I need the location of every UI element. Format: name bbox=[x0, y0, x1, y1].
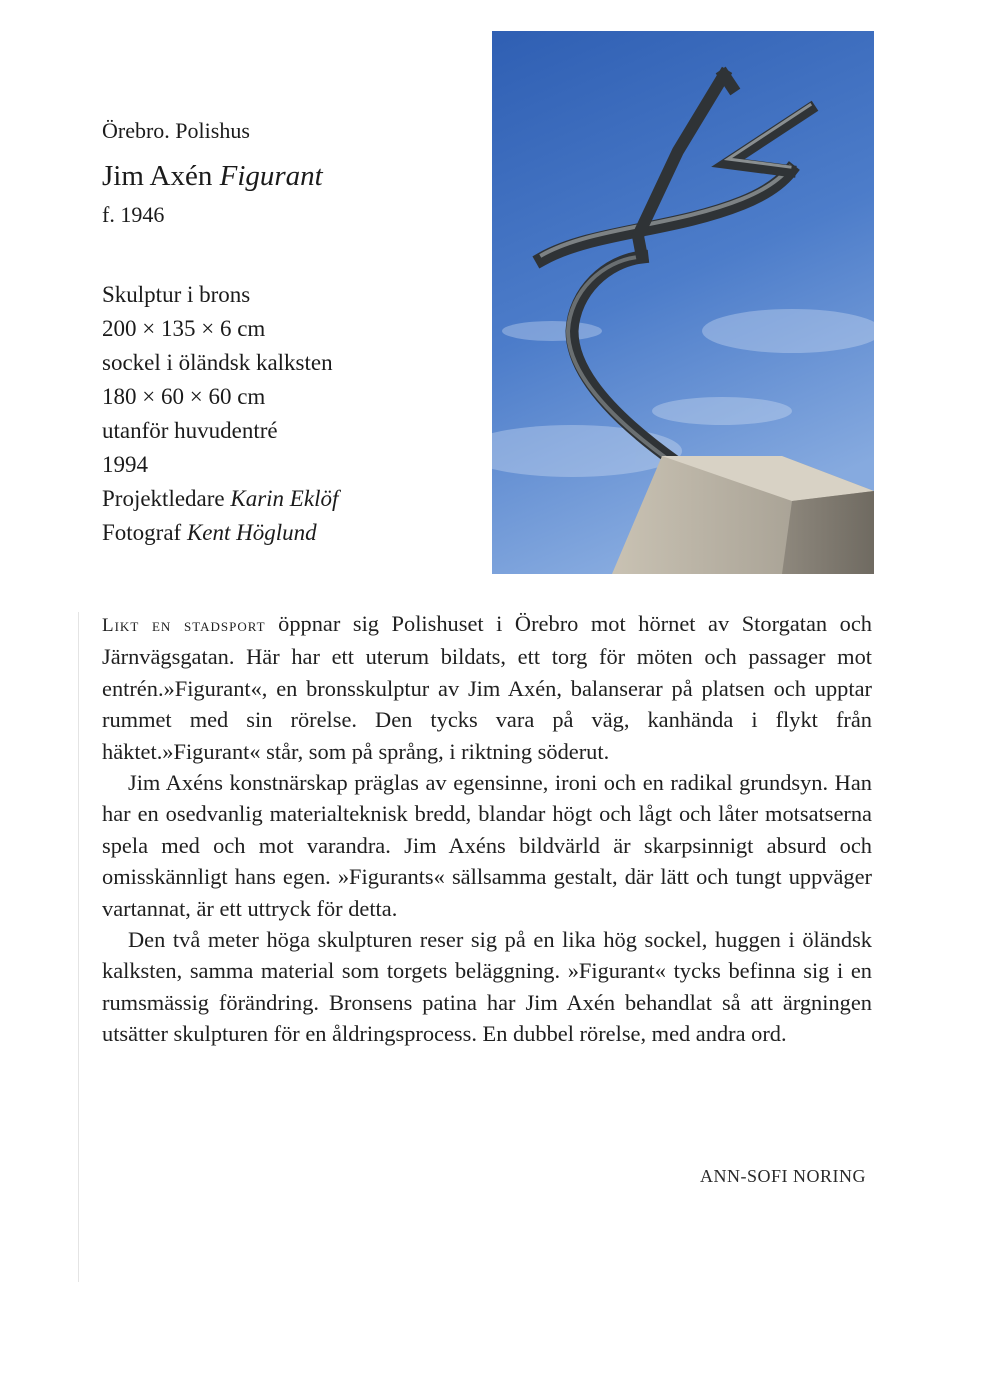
author-byline: ANN-SOFI NORING bbox=[699, 1166, 866, 1186]
spec-base: sockel i öländsk kalksten bbox=[102, 350, 333, 375]
spec-placement: utanför huvudentré bbox=[102, 418, 278, 443]
article-paragraph-3: Den två meter höga skulpturen reser sig på en lika hög sockel, huggen i öländsk kalksten, samma material som torgets beläggning. »Figurant« tycks befinna sig i en rumsmässig förändring. Bronsens patina har Jim Axén behandlat så att ärgningen utsätter skulpturen för en åldringsprocess. En dubbel rörelse, med andra ord. bbox=[102, 927, 872, 1047]
lead-in: Likt en stadsport bbox=[102, 615, 266, 636]
spec-year: 1994 bbox=[102, 452, 148, 477]
specs bbox=[102, 278, 482, 550]
sculpture-photo bbox=[492, 31, 874, 574]
article-paragraph-1 bbox=[102, 608, 872, 767]
spec-dimensions: 200 × 135 × 6 cm bbox=[102, 316, 266, 341]
spec-photographer bbox=[102, 516, 482, 550]
location: Örebro. Polishus bbox=[102, 118, 250, 143]
artist-name: Jim Axén bbox=[102, 160, 213, 192]
artist-born: f. 1946 bbox=[102, 202, 165, 227]
article-paragraph-2: Jim Axéns konstnärskap präglas av egensinne, ironi och en radikal grundsyn. Han har en osedvanlig materialteknisk bredd, blandar högt och lågt och låter motsatserna spela med och mot varandra. Jim Axéns bildvärld är skarpsinnigt absurd och omisskännligt hans egen. »Figurants« sällsamma gestalt, där lätt och tungt uppväger vartannat, är ett uttryck för detta. bbox=[102, 770, 872, 921]
photographer-name: Kent Höglund bbox=[186, 520, 317, 545]
work-title: Figurant bbox=[219, 160, 323, 192]
spec-material: Skulptur i brons bbox=[102, 282, 251, 307]
artist-title bbox=[102, 158, 482, 194]
project-leader-name: Karin Eklöf bbox=[230, 486, 339, 511]
photographer-label: Fotograf bbox=[102, 520, 182, 545]
spec-base-dimensions: 180 × 60 × 60 cm bbox=[102, 384, 266, 409]
header bbox=[102, 116, 482, 230]
article bbox=[102, 608, 872, 1050]
project-leader-label: Projektledare bbox=[102, 486, 225, 511]
paragraph-1-text: öppnar sig Polishuset i Örebro mot hörnet av Storgatan och Järnvägsgatan. Här har ett uterum bildats, ett torg för möten och passager mot entrén.»Figurant«, en bronsskulptur av Jim Axén, balanserar på platsen och upptar rummet med sin rörelse. Den tycks vara på väg, kanhända i flykt från häktet.»Figurant« står, som på språng, i riktning söderut. bbox=[102, 611, 872, 764]
sculpture-illustration bbox=[492, 31, 874, 574]
spec-project-leader bbox=[102, 482, 482, 516]
margin-rule bbox=[78, 612, 79, 1282]
